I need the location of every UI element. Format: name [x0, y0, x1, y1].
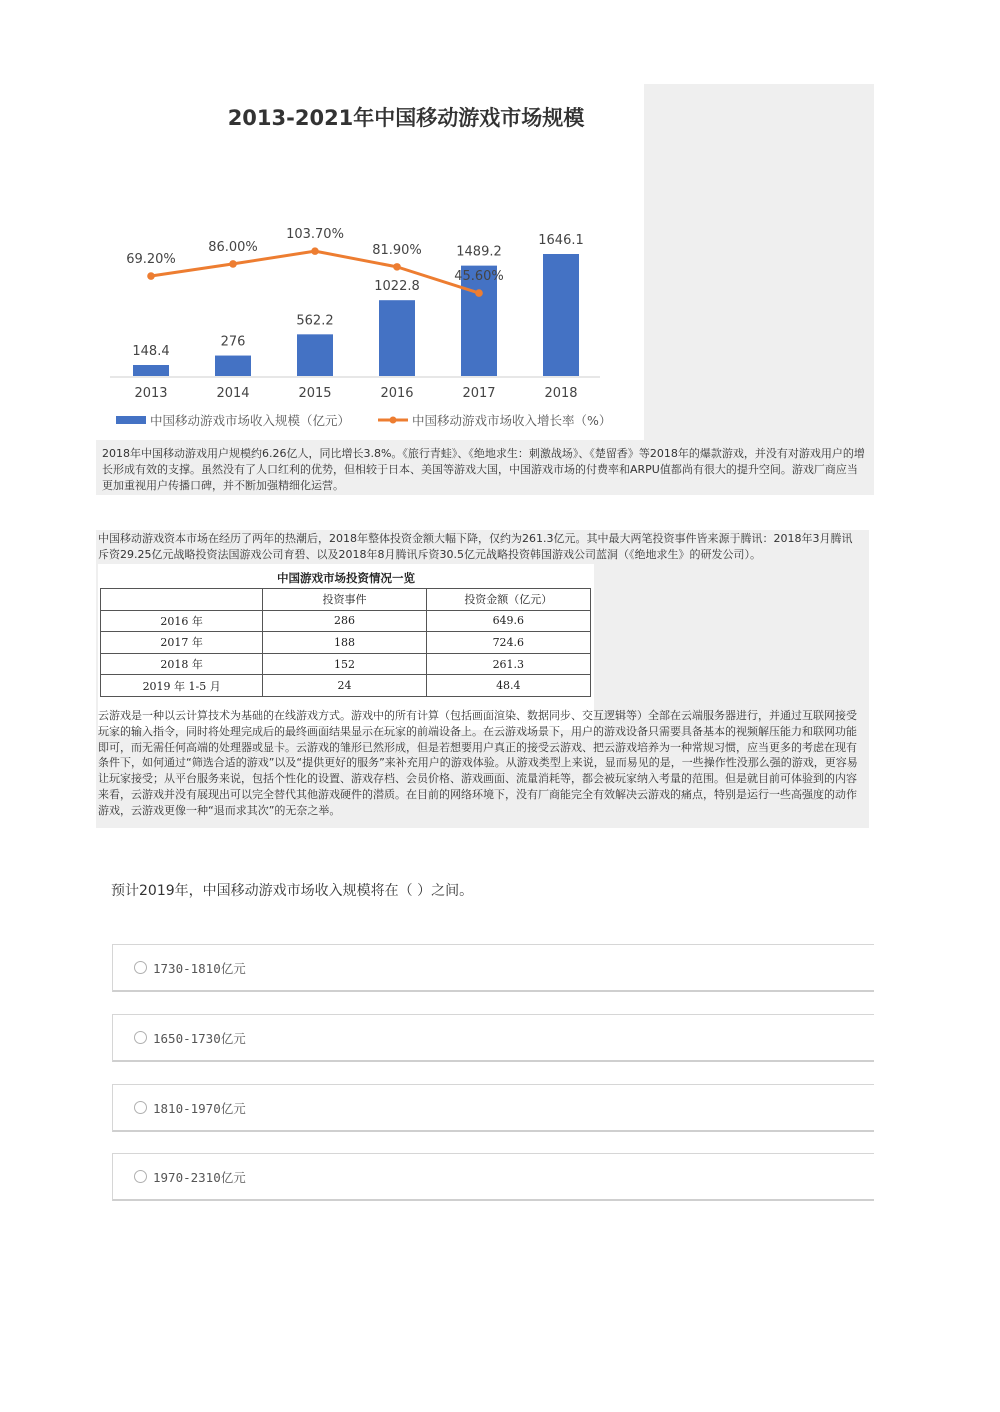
table-row — [101, 675, 591, 697]
bar-2018 — [543, 254, 579, 376]
growth-rate-label: 45.60% — [454, 269, 504, 285]
table-cell: 48.4 — [426, 675, 590, 697]
bar-2016 — [379, 300, 415, 376]
growth-rate-point — [147, 272, 155, 280]
bar-value-label: 562.2 — [296, 313, 334, 329]
answer-option-label: 1730-1810亿元 — [153, 961, 246, 976]
user-scale-paragraph: 2018年中国移动游戏用户规模约6.26亿人，同比增长3.8%。《旅行青蛙》、《绝地求生：刺激战场》、《楚留香》等2018年的爆款游戏，并没有对游戏用户的增长形成有效的支撑。虽然没有了人口红利的优势，但相较于日本、美国等游戏大国，中国游戏市场的付费率和ARPU值都尚有很大的提升空间。游戏厂商应当更加重视用户传播口碑，并不断加强精细化运营。 — [102, 447, 865, 492]
radio-button-icon[interactable] — [134, 961, 147, 974]
answer-option-d[interactable] — [112, 1153, 874, 1201]
investment-table — [100, 588, 591, 697]
radio-button-icon[interactable] — [134, 1101, 147, 1114]
chart-section — [96, 84, 874, 495]
radio-button-icon[interactable] — [134, 1170, 147, 1183]
table-header-cell — [101, 589, 263, 611]
investment-table-title: 中国游戏市场投资情况一览 — [277, 571, 415, 585]
table-cell: 152 — [263, 653, 426, 675]
legend-line-label: 中国移动游戏市场收入增长率（%） — [412, 413, 612, 428]
market-size-chart — [96, 84, 644, 440]
question-text: 预计2019年，中国移动游戏市场收入规模将在（ ）之间。 — [111, 883, 474, 899]
bar-2013 — [133, 365, 169, 376]
investment-section — [96, 530, 869, 828]
bar-value-label: 1489.2 — [456, 244, 502, 260]
table-row — [101, 653, 591, 675]
growth-rate-point — [393, 263, 401, 271]
x-tick-label: 2016 — [380, 386, 414, 401]
table-cell: 2017 年 — [101, 632, 263, 654]
table-cell: 188 — [263, 632, 426, 654]
chart-panel — [96, 84, 644, 440]
table-row — [101, 632, 591, 654]
x-tick-label: 2017 — [462, 386, 496, 401]
radio-button-icon[interactable] — [134, 1031, 147, 1044]
growth-rate-point — [229, 260, 237, 268]
table-cell: 2016 年 — [101, 610, 263, 632]
table-cell: 2018 年 — [101, 653, 263, 675]
answer-option-label: 1810-1970亿元 — [153, 1101, 246, 1116]
answer-option-a[interactable] — [112, 944, 874, 992]
x-tick-label: 2014 — [216, 386, 250, 401]
x-tick-label: 2018 — [544, 386, 578, 401]
table-row — [101, 610, 591, 632]
growth-rate-label: 69.20% — [126, 252, 176, 268]
answer-option-b[interactable] — [112, 1014, 874, 1062]
legend-bar-swatch — [116, 416, 146, 424]
bar-value-label: 148.4 — [132, 344, 170, 360]
growth-rate-label: 81.90% — [372, 242, 422, 258]
x-tick-label: 2013 — [134, 386, 168, 401]
growth-rate-label: 86.00% — [208, 239, 258, 255]
table-header-row — [101, 589, 591, 611]
bar-value-label: 1022.8 — [374, 279, 420, 295]
table-header-cell: 投资事件 — [263, 589, 426, 611]
x-tick-label: 2015 — [298, 386, 332, 401]
table-cell: 724.6 — [426, 632, 590, 654]
legend-bar-label: 中国移动游戏市场收入规模（亿元） — [150, 413, 351, 428]
growth-rate-point — [475, 289, 483, 297]
investment-paragraph: 中国移动游戏资本市场在经历了两年的热潮后，2018年整体投资金额大幅下降，仅约为261.3亿元。其中最大两笔投资事件皆来源于腾讯：2018年3月腾讯斥资29.25亿元战略投资法国游戏公司育碧、以及2018年8月腾讯斥资30.5亿元战略投资韩国游戏公司蓝洞（《绝地求生》的研发公司）。 — [98, 532, 853, 561]
legend-line-marker — [390, 417, 397, 424]
cloud-gaming-paragraph: 云游戏是一种以云计算技术为基础的在线游戏方式。游戏中的所有计算（包括画面渲染、数据同步、交互逻辑等）全部在云端服务器进行，并通过互联网接受玩家的输入指令，同时将处理完成后的最终画面结果显示在玩家的前端设备上。在云游戏场景下，用户的游戏设备只需要具备基本的视频解压能力和联网功能即可，而无需任何高端的处理器或显卡。云游戏的雏形已然形成，但是若想要用户真正的接受云游戏、把云游戏培养为一种常规习惯，应当更多的考虑在现有条件下，如何通过“筛选合适的游戏”以及“提供更好的服务”来补充用户的游戏体验。从游戏类型上来说，显而易见的是，一些操作性没那么强的游戏，更容易让玩家接受；从平台服务来说，包括个性化的设置、游戏存档、会员价格、游戏画面、流量消耗等，都会被玩家纳入考量的范围。但是就目前可体验到的内容来看，云游戏并没有展现出可以完全替代其他游戏硬件的潜质。在目前的网络环境下，没有厂商能完全有效解决云游戏的痛点，特别是运行一些高强度的动作游戏，云游戏更像一种“退而求其次”的无奈之举。 — [98, 709, 858, 817]
table-cell: 261.3 — [426, 653, 590, 675]
table-cell: 649.6 — [426, 610, 590, 632]
growth-rate-label: 103.70% — [286, 227, 344, 243]
chart-title: 2013-2021年中国移动游戏市场规模 — [227, 106, 585, 130]
answer-option-label: 1650-1730亿元 — [153, 1031, 246, 1046]
bar-value-label: 1646.1 — [538, 233, 584, 248]
bar-value-label: 276 — [220, 334, 246, 350]
growth-rate-line — [151, 251, 479, 293]
bar-2015 — [297, 334, 333, 376]
growth-rate-point — [311, 247, 319, 255]
table-cell: 24 — [263, 675, 426, 697]
table-cell: 2019 年 1-5 月 — [101, 675, 263, 697]
table-header-cell: 投资金额（亿元） — [426, 589, 590, 611]
answer-option-c[interactable] — [112, 1084, 874, 1132]
answer-option-label: 1970-2310亿元 — [153, 1170, 246, 1185]
investment-table-panel — [98, 564, 594, 730]
table-cell: 286 — [263, 610, 426, 632]
bar-2014 — [215, 356, 251, 376]
